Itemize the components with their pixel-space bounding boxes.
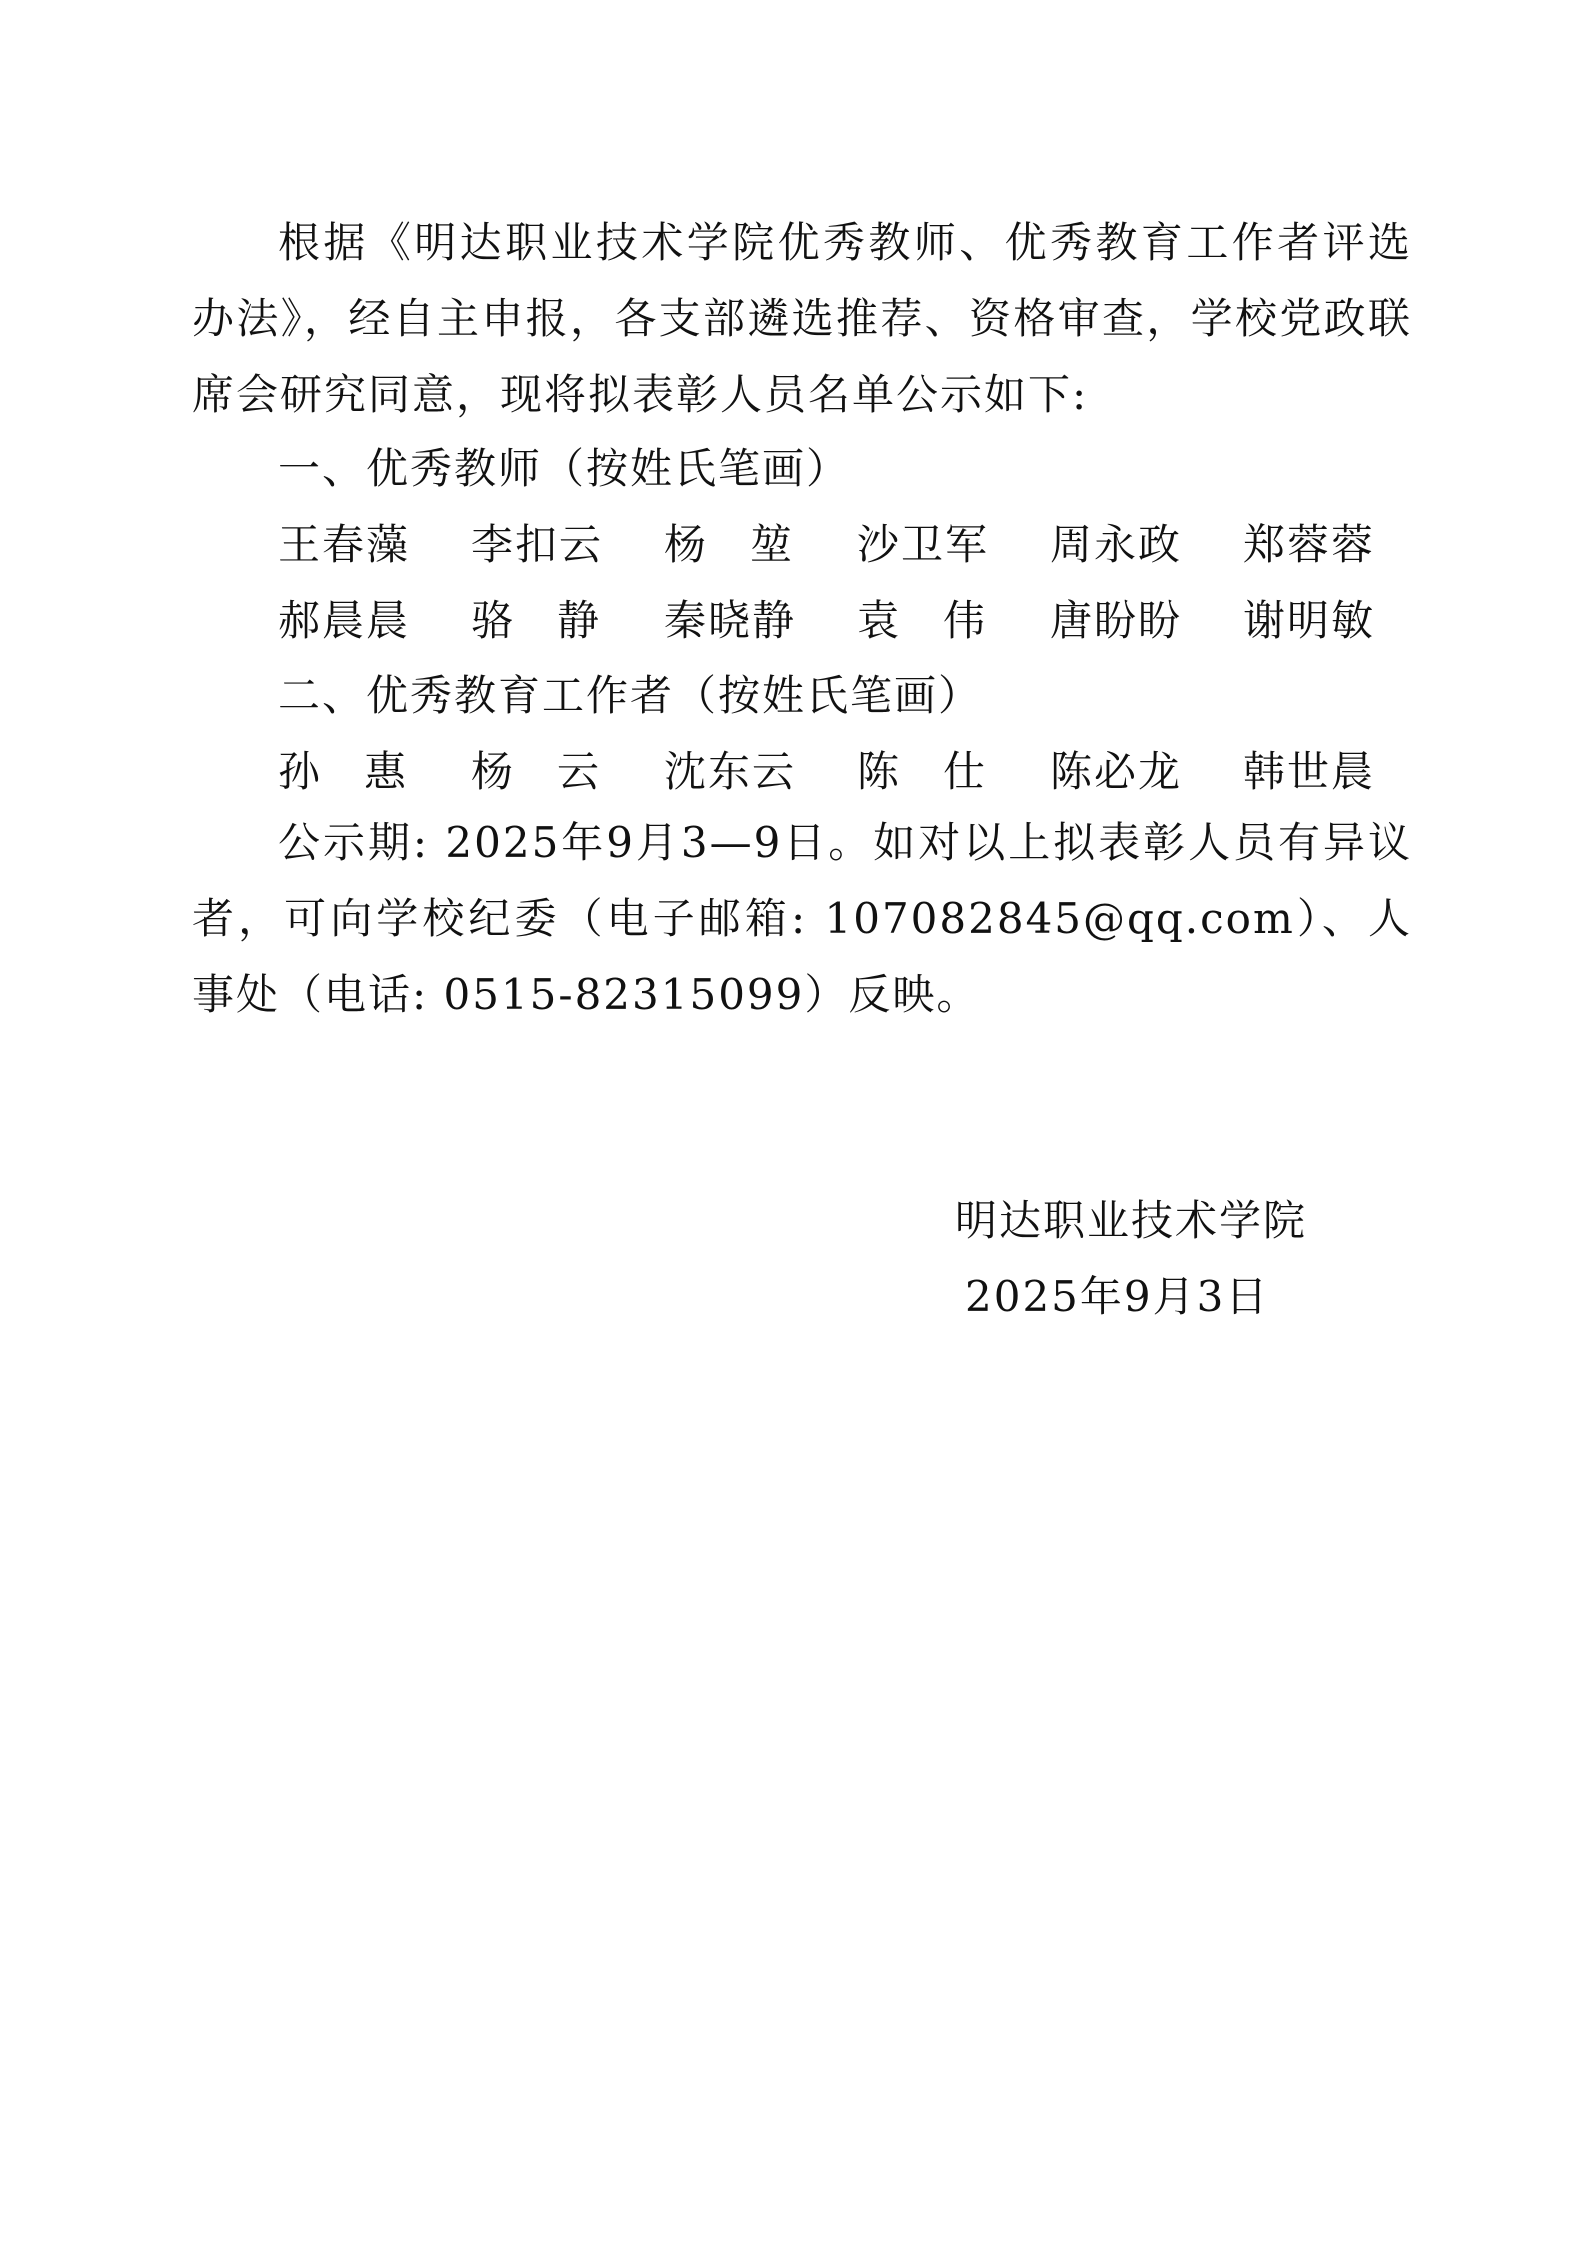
teacher-name: 唐盼盼 xyxy=(1050,596,1183,645)
signature-date: 2025年9月3日 xyxy=(965,1272,1270,1321)
intro-paragraph: 根据《明达职业技术学院优秀教师、优秀教育工作者评选办法》，经自主申报，各支部遴选推荐、资格审查，学校党政联席会研究同意，现将拟表彰人员名单公示如下: xyxy=(192,218,1412,419)
teacher-name: 郝晨晨 xyxy=(278,596,411,645)
teacher-name: 李扣云 xyxy=(471,520,604,569)
staff-name: 沈东云 xyxy=(664,747,797,796)
staff-name: 韩世晨 xyxy=(1243,747,1376,796)
notice-paragraph: 公示期: 2025年9月3—9日。如对以上拟表彰人员有异议者，可向学校纪委（电子邮箱: 107082845@qq.com）、人事处（电话: 0515-82315099）反映。 xyxy=(192,818,1412,1019)
staff-name: 杨云 xyxy=(471,747,644,796)
teacher-name: 骆静 xyxy=(471,596,644,645)
teacher-name: 王春藻 xyxy=(278,520,411,569)
staff-name: 陈仕 xyxy=(857,747,1030,796)
teacher-name: 秦晓静 xyxy=(664,596,797,645)
teacher-name: 杨堃 xyxy=(664,520,837,569)
teacher-name: 周永政 xyxy=(1050,520,1183,569)
teacher-name: 谢明敏 xyxy=(1243,596,1376,645)
teacher-name: 沙卫军 xyxy=(857,520,990,569)
signature-organization: 明达职业技术学院 xyxy=(955,1196,1308,1245)
teacher-name: 袁伟 xyxy=(857,596,1030,645)
teacher-name: 郑蓉蓉 xyxy=(1243,520,1376,569)
staff-name: 陈必龙 xyxy=(1050,747,1183,796)
teachers-heading: 一、优秀教师（按姓氏笔画） xyxy=(278,444,851,493)
staff-heading: 二、优秀教育工作者（按姓氏笔画） xyxy=(278,671,983,720)
staff-name: 孙惠 xyxy=(278,747,451,796)
